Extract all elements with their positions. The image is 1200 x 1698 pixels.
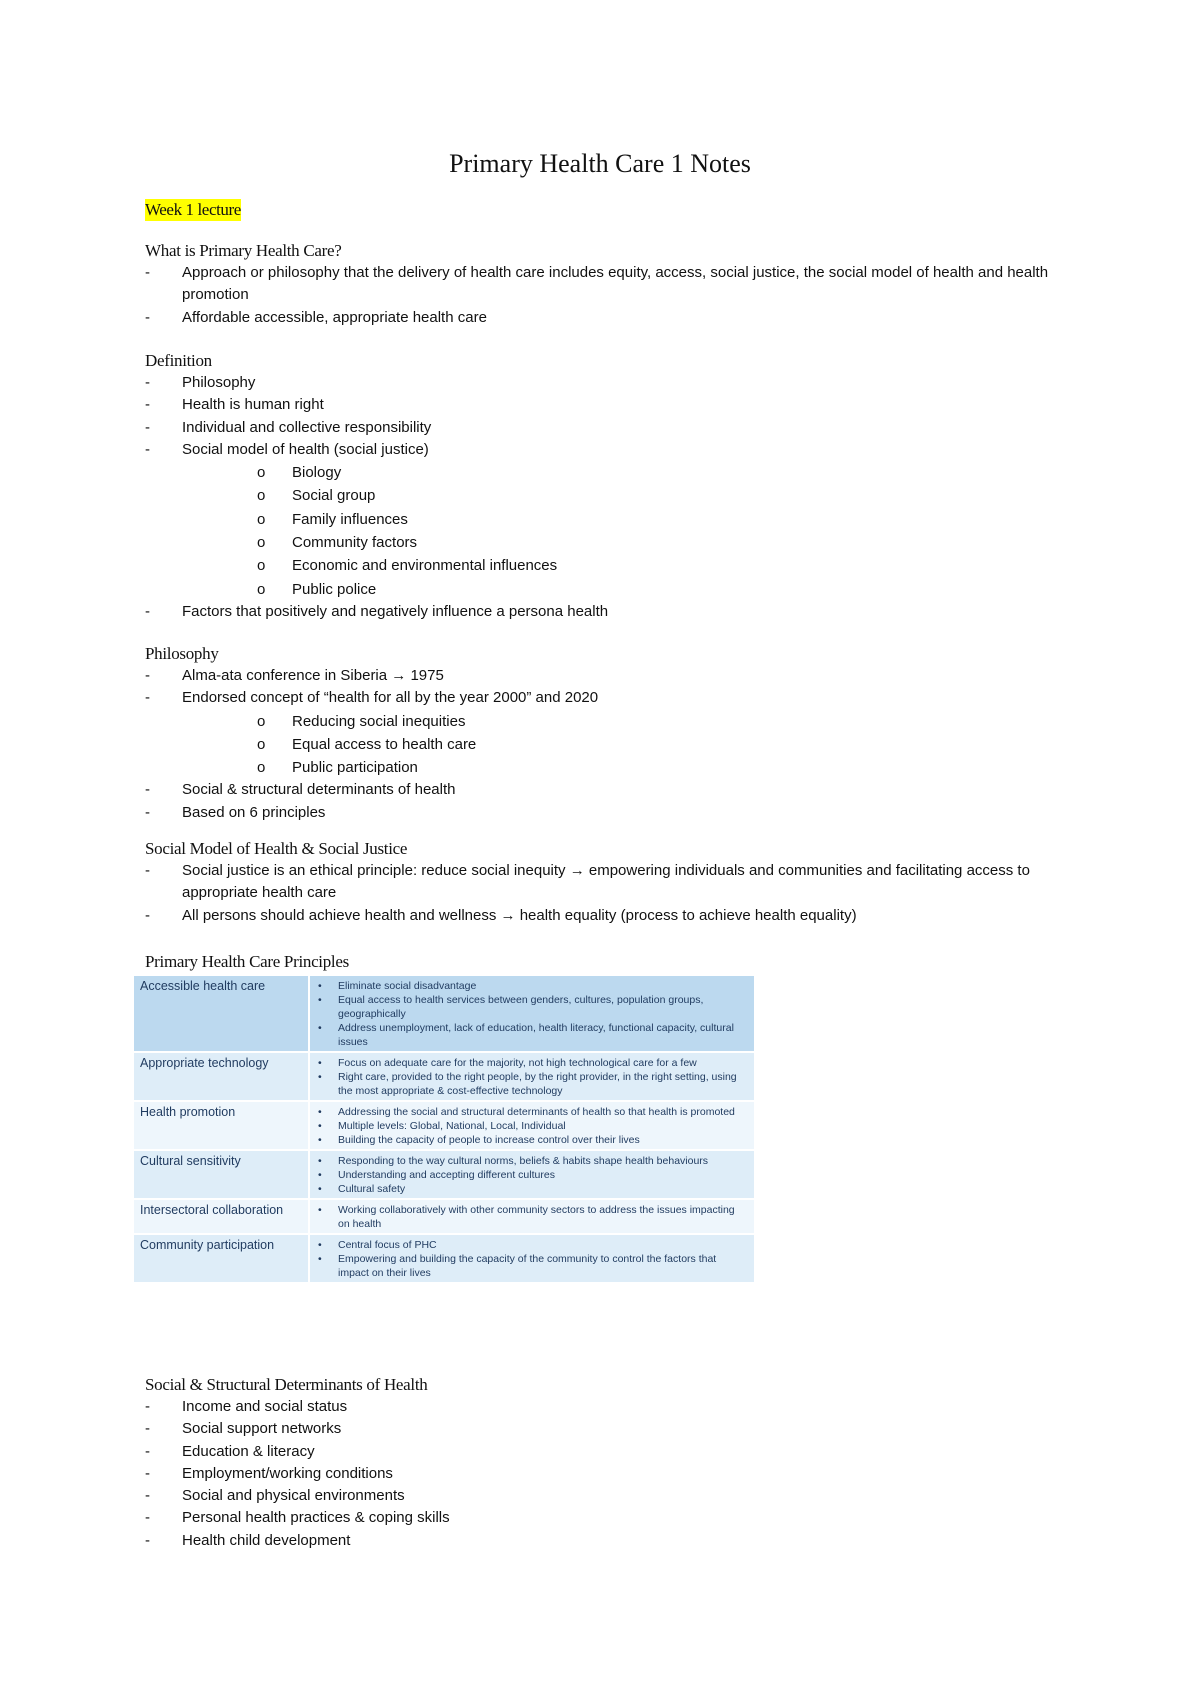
bullet-list xyxy=(145,372,1085,461)
bullet-list xyxy=(145,262,1085,329)
dash-marker: - xyxy=(145,418,150,436)
principle-name: Cultural sensitivity xyxy=(134,1150,309,1199)
bullet-marker: • xyxy=(318,1120,322,1132)
list-item: • Equal access to health services between genders, cultures, population groups, geographically xyxy=(318,994,704,1020)
dash-marker: - xyxy=(145,440,150,458)
dash-marker: - xyxy=(145,781,150,799)
section-principles xyxy=(145,951,1085,973)
list-item: • Working collaboratively with other community sectors to address the issues impacting on health xyxy=(318,1204,735,1230)
dash-marker: - xyxy=(145,906,150,924)
section-heading: What is Primary Health Care? xyxy=(145,241,342,260)
list-item: • Right care, provided to the right people, by the right provider, in the right setting, using the most appropriate & cost-effective technology xyxy=(318,1071,737,1097)
list-item: - Factors that positively and negatively influence a persona health xyxy=(145,601,1085,623)
list-item: - Social support networks xyxy=(145,1418,1085,1440)
principle-points xyxy=(309,1199,754,1234)
circle-marker: o xyxy=(257,712,266,730)
table-row xyxy=(134,1234,754,1283)
section-determinants xyxy=(145,1374,1085,1552)
section-heading: Social Model of Health & Social Justice xyxy=(145,839,408,858)
list-item: - Income and social status xyxy=(145,1396,1085,1418)
principle-name: Appropriate technology xyxy=(134,1052,309,1101)
table-row xyxy=(134,1199,754,1234)
sub-list-item: o Public police xyxy=(145,578,1085,601)
circle-marker: o xyxy=(257,464,266,482)
principle-name: Intersectoral collaboration xyxy=(134,1199,309,1234)
section-philosophy xyxy=(145,643,1085,824)
bullet-list xyxy=(145,601,1085,623)
section-heading: Social & Structural Determinants of Health xyxy=(145,1375,428,1394)
dash-marker: - xyxy=(145,374,150,391)
bullet-marker: • xyxy=(318,1022,322,1034)
bullet-marker: • xyxy=(318,1155,322,1167)
bullet-marker: • xyxy=(318,1057,322,1069)
table-row xyxy=(134,1052,754,1101)
circle-marker: o xyxy=(257,759,266,777)
circle-marker: o xyxy=(257,487,266,505)
list-item: - Health is human right xyxy=(145,394,1085,416)
dash-marker: - xyxy=(145,1487,150,1505)
bullet-marker: • xyxy=(318,1106,322,1118)
principles-table xyxy=(134,976,754,1284)
sub-list-item: o Family influences xyxy=(145,508,1085,531)
circle-marker: o xyxy=(257,510,266,528)
principle-points xyxy=(309,1052,754,1101)
dash-marker: - xyxy=(145,689,150,707)
principle-name: Accessible health care xyxy=(134,976,309,1052)
principle-name: Community participation xyxy=(134,1234,309,1283)
bullet-marker: • xyxy=(318,1204,322,1216)
principle-points xyxy=(309,976,754,1052)
list-item: • Understanding and accepting different cultures xyxy=(318,1169,555,1181)
dash-marker: - xyxy=(145,264,150,281)
list-item: • Multiple levels: Global, National, Local, Individual xyxy=(318,1120,566,1132)
list-item: - Individual and collective responsibility xyxy=(145,417,1085,439)
bullet-list xyxy=(145,779,1085,824)
dash-marker: - xyxy=(145,308,150,326)
bullet-marker: • xyxy=(318,994,322,1006)
bullet-marker: • xyxy=(318,1169,322,1181)
circle-marker: o xyxy=(257,534,266,552)
bullet-list xyxy=(145,860,1085,927)
list-item: - Alma-ata conference in Siberia → 1975 xyxy=(145,665,1085,687)
list-item: - Based on 6 principles xyxy=(145,802,1085,824)
bullet-marker: • xyxy=(318,980,322,992)
list-item: - Affordable accessible, appropriate health care xyxy=(145,307,1085,329)
list-item: • Empowering and building the capacity of the community to control the factors that impact on their lives xyxy=(318,1253,717,1279)
list-item: - Employment/working conditions xyxy=(145,1463,1085,1485)
list-item: • Central focus of PHC xyxy=(318,1239,437,1251)
dash-marker: - xyxy=(145,1442,150,1460)
list-item: - Social and physical environments xyxy=(145,1485,1085,1507)
table-row xyxy=(134,1101,754,1150)
sub-bullet-list xyxy=(145,461,1085,601)
list-item: - Endorsed concept of “health for all by the year 2000” and 2020 xyxy=(145,687,1085,709)
list-item: - Social model of health (social justice) xyxy=(145,439,1085,461)
dash-marker: - xyxy=(145,396,150,414)
list-item: - All persons should achieve health and wellness → health equality (process to achieve health equality) xyxy=(145,905,1085,927)
principle-points xyxy=(309,1234,754,1283)
sub-list-item: o Community factors xyxy=(145,531,1085,554)
list-item: - Social justice is an ethical principle: reduce social inequity → empowering individuals and communities and facilitating access to appropriate health care xyxy=(145,862,1030,902)
bullet-marker: • xyxy=(318,1253,322,1265)
section-social-model xyxy=(145,838,1085,927)
sub-bullet-list xyxy=(145,710,1085,780)
circle-marker: o xyxy=(257,580,266,598)
list-item: - Approach or philosophy that the delivery of health care includes equity, access, social justice, the social model of health and health promotion xyxy=(145,264,1049,304)
dash-marker: - xyxy=(145,1509,150,1527)
list-item: • Address unemployment, lack of education, health literacy, functional capacity, cultural issues xyxy=(318,1022,734,1048)
section-heading: Philosophy xyxy=(145,644,219,663)
sub-list-item: o Biology xyxy=(145,461,1085,484)
sub-list-item: o Equal access to health care xyxy=(145,733,1085,756)
section-what-is-phc xyxy=(145,240,1085,329)
dash-marker: - xyxy=(145,862,150,879)
dash-marker: - xyxy=(145,667,150,684)
circle-marker: o xyxy=(257,735,266,753)
bullet-marker: • xyxy=(318,1183,322,1195)
list-item: • Cultural safety xyxy=(318,1183,406,1195)
sub-list-item: o Reducing social inequities xyxy=(145,710,1085,733)
bullet-marker: • xyxy=(318,1134,322,1146)
section-heading: Definition xyxy=(145,351,212,370)
sub-list-item: o Social group xyxy=(145,484,1085,507)
list-item: • Building the capacity of people to increase control over their lives xyxy=(318,1134,640,1146)
dash-marker: - xyxy=(145,1531,150,1549)
principle-points xyxy=(309,1150,754,1199)
section-heading: Primary Health Care Principles xyxy=(145,952,349,971)
principle-name: Health promotion xyxy=(134,1101,309,1150)
list-item: • Addressing the social and structural determinants of health so that health is promoted xyxy=(318,1106,735,1118)
list-item: • Eliminate social disadvantage xyxy=(318,980,477,992)
dash-marker: - xyxy=(145,602,150,620)
list-item: - Health child development xyxy=(145,1530,1085,1552)
bullet-list xyxy=(145,1396,1085,1552)
list-item: - Social & structural determinants of health xyxy=(145,779,1085,801)
list-item: - Personal health practices & coping skills xyxy=(145,1507,1085,1529)
principle-points xyxy=(309,1101,754,1150)
bullet-marker: • xyxy=(318,1071,322,1083)
table-row xyxy=(134,976,754,1052)
list-item: - Education & literacy xyxy=(145,1441,1085,1463)
circle-marker: o xyxy=(257,557,266,575)
dash-marker: - xyxy=(145,803,150,821)
list-item: • Responding to the way cultural norms, beliefs & habits shape health behaviours xyxy=(318,1155,709,1167)
list-item: • Focus on adequate care for the majority, not high technological care for a few xyxy=(318,1057,697,1069)
dash-marker: - xyxy=(145,1464,150,1482)
bullet-list xyxy=(145,665,1085,710)
dash-marker: - xyxy=(145,1420,150,1438)
week-label: Week 1 lecture xyxy=(145,200,241,219)
sub-list-item: o Public participation xyxy=(145,756,1085,779)
table-row xyxy=(134,1150,754,1199)
sub-list-item: o Economic and environmental influences xyxy=(145,554,1085,577)
page-title: Primary Health Care 1 Notes xyxy=(449,149,751,178)
section-definition xyxy=(145,350,1085,623)
bullet-marker: • xyxy=(318,1239,322,1251)
list-item: - Philosophy xyxy=(145,372,1085,394)
dash-marker: - xyxy=(145,1398,150,1415)
